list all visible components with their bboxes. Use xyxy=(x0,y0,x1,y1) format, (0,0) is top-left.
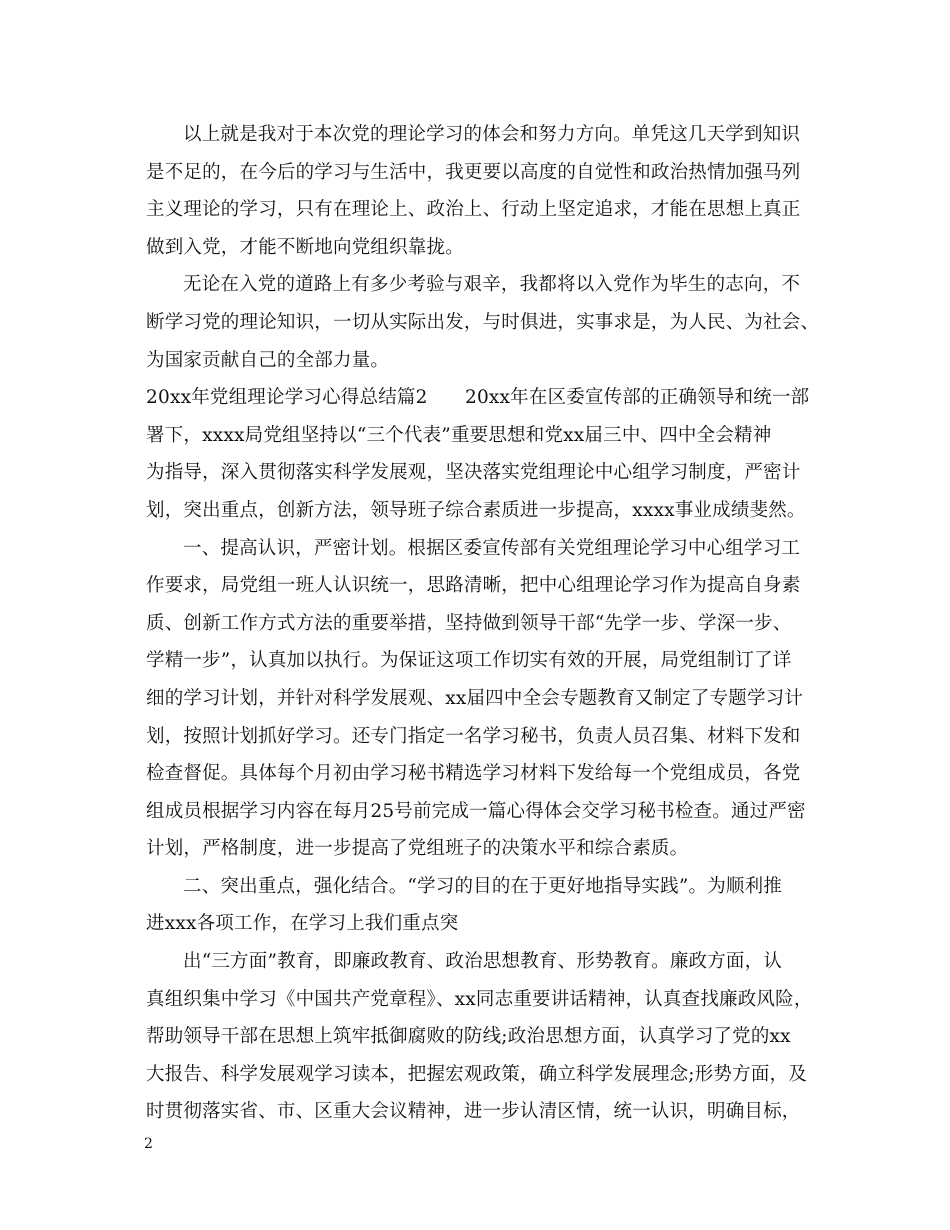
text-line: 划，按照计划抓好学习。还专门指定一名学习秘书，负责人员召集、材料下发和 xyxy=(146,725,801,747)
text-line: 帮助领导干部在思想上筑牢抵御腐败的防线;政治思想方面，认真学习了党的xx xyxy=(146,1026,791,1048)
text-line: 是不足的，在今后的学习与生活中，我更要以高度的自觉性和政治热情加强马列 xyxy=(146,161,801,183)
text-line: 一、提高认识，严密计划。根据区委宣传部有关党组理论学习中心组学习工 xyxy=(183,537,801,559)
text-line: 质、创新工作方式方法的重要举措，坚持做到领导干部“先学一步、学深一步、 xyxy=(146,612,792,634)
text-line: 时贯彻落实省、市、区重大会议精神，进一步认清区情，统一认识，明确目标， xyxy=(146,1101,801,1123)
text-line: 二、突出重点，强化结合。“学习的目的在于更好地指导实践”。为顺利推 xyxy=(183,875,783,897)
text-line: 为指导，深入贯彻落实科学发展观，坚决落实党组理论中心组学习制度，严密计 xyxy=(146,462,801,484)
text-line: 划，突出重点，创新方法，领导班子综合素质进一步提高，xxxx事业成绩斐然。 xyxy=(146,499,806,521)
text-line: 真组织集中学习《中国共产党章程》、xx同志重要讲话精神，认真查找廉政风险， xyxy=(146,988,813,1010)
text-line: 检查督促。具体每个月初由学习秘书精选学习材料下发给每一个党组成员，各党 xyxy=(146,763,801,785)
text-line: 出“三方面”教育，即廉政教育、政治思想教育、形势教育。廉政方面，认 xyxy=(183,951,783,973)
text-line: 为国家贡献自己的全部力量。 xyxy=(146,349,390,371)
text-line: 细的学习计划，并针对科学发展观、xx届四中全会专题教育又制定了专题学习计 xyxy=(146,687,804,709)
text-line: 学精一步”，认真加以执行。为保证这项工作切实有效的开展，局党组制订了详 xyxy=(146,650,792,672)
text-line: 作要求，局党组一班人认识统一，思路清晰，把中心组理论学习作为提高自身素 xyxy=(146,575,801,597)
text-line: 组成员根据学习内容在每月25号前完成一篇心得体会交学习秘书检查。通过严密 xyxy=(146,800,806,822)
page-number: 2 xyxy=(144,1136,153,1152)
text-line: 大报告、科学发展观学习读本，把握宏观政策，确立科学发展理念;形势方面，及 xyxy=(146,1063,807,1085)
text-line: 以上就是我对于本次党的理论学习的体会和努力方向。单凭这几天学到知识 xyxy=(183,124,801,145)
text-line: 主义理论的学习，只有在理论上、政治上、行动上坚定追求，才能在思想上真正 xyxy=(146,199,801,221)
document-body xyxy=(146,116,820,1131)
text-line: 做到入党，才能不断地向党组织靠拢。 xyxy=(146,236,464,258)
text-line: 计划，严格制度，进一步提高了党组班子的决策水平和综合素质。 xyxy=(146,838,689,860)
text-line: 无论在入党的道路上有多少考验与艰辛，我都将以入党作为毕生的志向，不 xyxy=(183,274,801,296)
text-line: 断学习党的理论知识，一切从实际出发，与时俱进，实事求是，为人民、为社会、 xyxy=(146,311,820,333)
text-line: 20xx年党组理论学习心得总结篇2 20xx年在区委宣传部的正确领导和统一部 xyxy=(146,387,810,409)
text-line: 进xxx各项工作，在学习上我们重点突 xyxy=(146,913,459,935)
text-line: 署下，xxxx局党组坚持以“三个代表”重要思想和党xx届三中、四中全会精神 xyxy=(146,424,772,446)
